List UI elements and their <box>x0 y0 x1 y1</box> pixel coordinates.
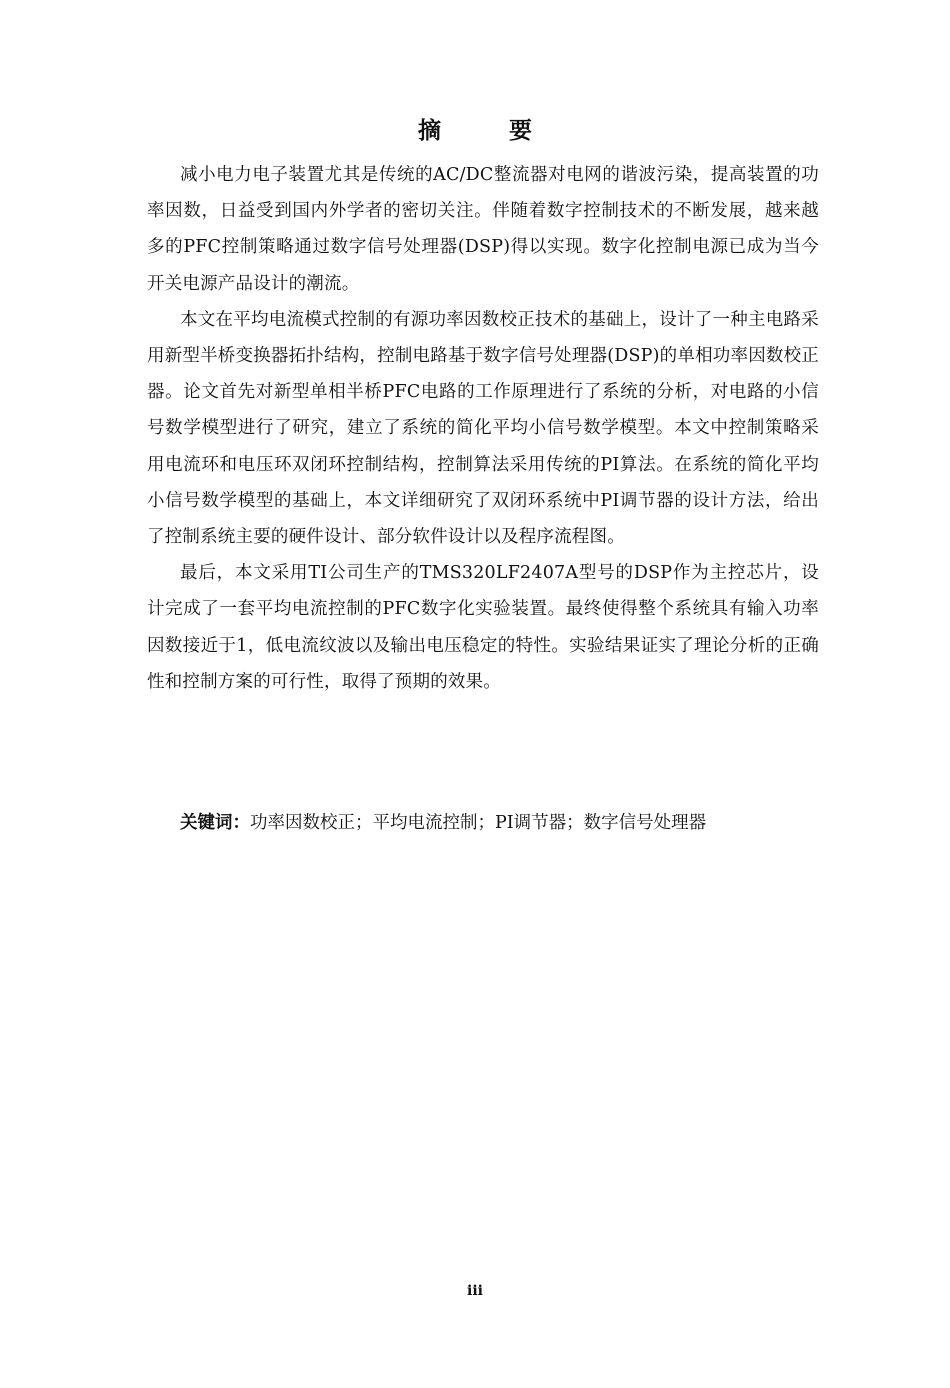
keywords-line <box>180 808 706 838</box>
abstract-paragraph-2: 本文在平均电流模式控制的有源功率因数校正技术的基础上，设计了一种主电路采用新型半桥变换器拓扑结构，控制电路基于数字信号处理器(DSP)的单相功率因数校正器。论文首先对新型单相半桥PFC电路的工作原理进行了系统的分析，对电路的小信号数学模型进行了研究，建立了系统的简化平均小信号数学模型。本文中控制策略采用电流环和电压环双闭环控制结构，控制算法采用传统的PI算法。在系统的简化平均小信号数学模型的基础上，本文详细研究了双闭环系统中PI调节器的设计方法，给出了控制系统主要的硬件设计、部分软件设计以及程序流程图。 <box>147 309 819 548</box>
abstract-paragraph-3: 最后，本文采用TI公司生产的TMS320LF2407A型号的DSP作为主控芯片，设计完成了一套平均电流控制的PFC数字化实验装置。最终使得整个系统具有输入功率因数接近于1，低电流纹波以及输出电压稳定的特性。实验结果证实了理论分析的正确性和控制方案的可行性，取得了预期的效果。 <box>147 563 819 692</box>
keywords-label: 关键词： <box>180 813 250 833</box>
keywords-text: 功率因数校正；平均电流控制；PI调节器；数字信号处理器 <box>250 813 707 833</box>
abstract-body <box>147 157 819 700</box>
page-number: iii <box>467 1283 483 1299</box>
abstract-title: 摘 要 <box>417 117 562 144</box>
abstract-paragraph-1: 减小电力电子装置尤其是传统的AC/DC整流器对电网的谐波污染，提高装置的功率因数，日益受到国内外学者的密切关注。伴随着数字控制技术的不断发展，越来越多的PFC控制策略通过数字信号处理器(DSP)得以实现。数字化控制电源已成为当今开关电源产品设计的潮流。 <box>147 165 819 294</box>
